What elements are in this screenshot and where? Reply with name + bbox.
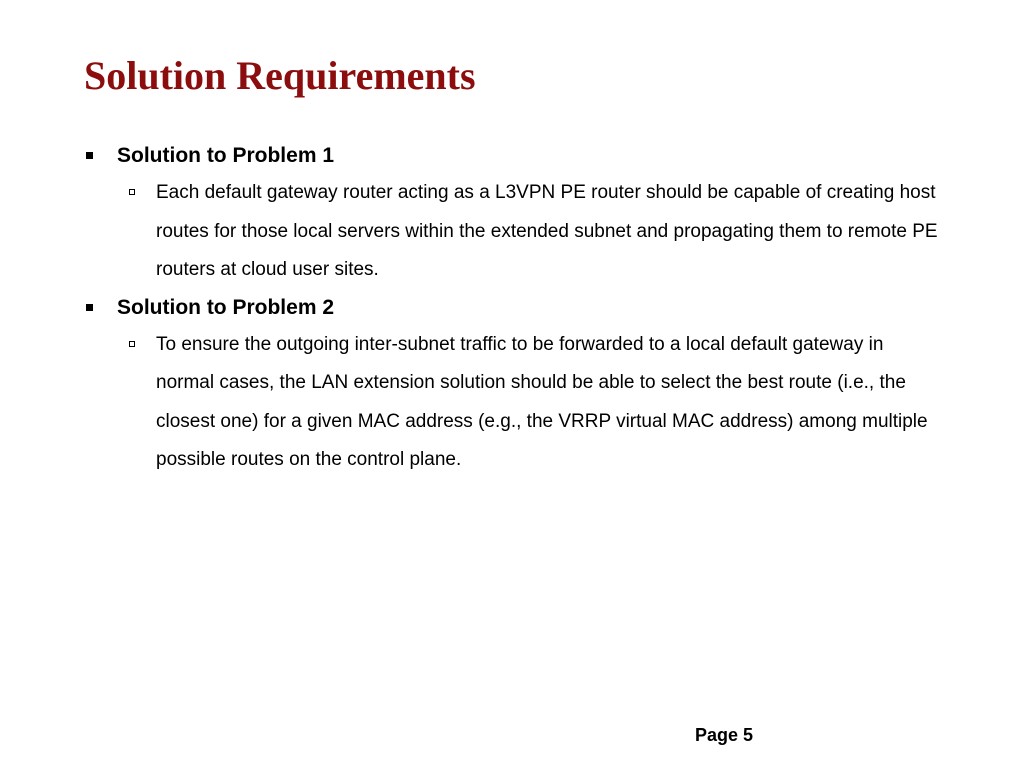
sub-bullet-text: To ensure the outgoing inter-subnet traffic to be forwarded to a local default gateway in normal cases, the LAN extension solution should be able to select the best route (i.e., the closest one) for a given MAC address (e.g., the VRRP virtual MAC address) among multiple possible routes on the control plane.	[156, 333, 928, 470]
square-bullet-icon	[86, 152, 93, 159]
bullet-list	[84, 138, 954, 480]
bullet-item-problem-2	[84, 290, 954, 326]
sub-bullet-item	[156, 326, 946, 480]
bullet-heading: Solution to Problem 1	[117, 144, 335, 167]
bullet-item-problem-1	[84, 138, 954, 174]
page-number: Page 5	[695, 725, 754, 745]
sub-bullet-item	[156, 174, 946, 290]
bullet-heading: Solution to Problem 2	[117, 295, 335, 319]
hollow-square-bullet-icon	[129, 341, 135, 347]
sub-bullet-text: Each default gateway router acting as a L3VPN PE router should be capable of creating host routes for those local servers within the extended subnet and propagating them to remote PE routers at cloud user sites.	[156, 182, 938, 280]
hollow-square-bullet-icon	[129, 189, 135, 195]
slide-title: Solution Requirements	[84, 53, 476, 98]
square-bullet-icon	[86, 304, 93, 311]
